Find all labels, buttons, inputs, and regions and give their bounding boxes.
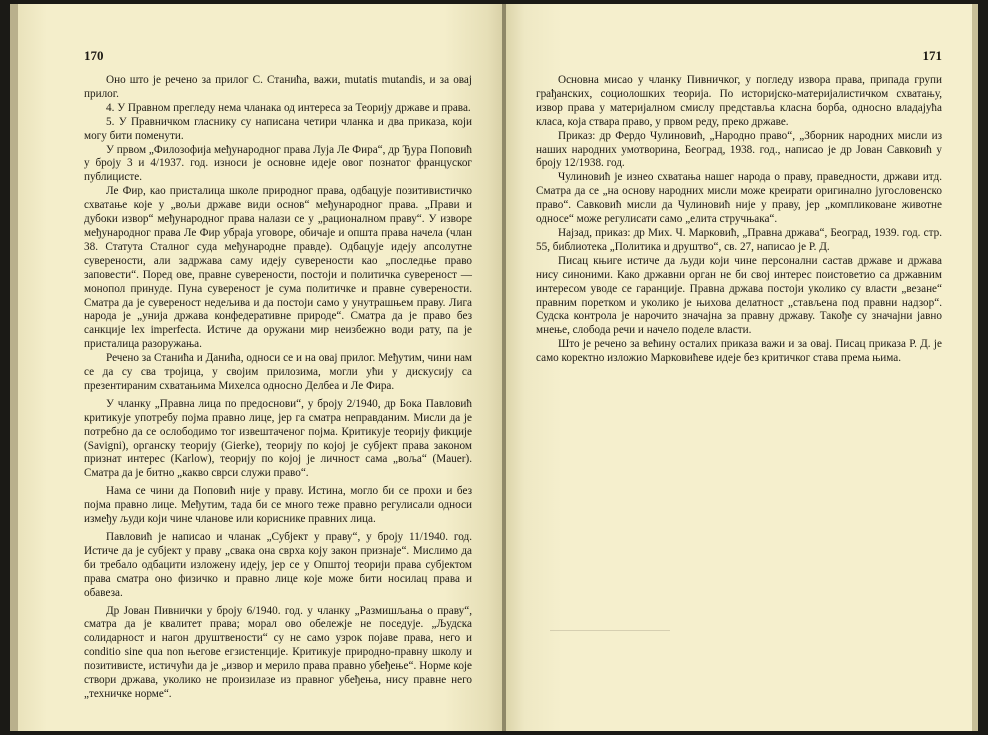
paragraph: Што је речено за већину осталих приказа важи и за овај. Писац приказа Р. Д. је само коректно изложио Марковићеве идеје без критичког става према њима. [536, 338, 942, 365]
paragraph: Речено за Станића и Данића, односи се и на овај прилог. Међутим, чини нам се да су сва тројица, у својим прилозима, могли ући у дискусију са презентираним схватањима Михелса односно Делбеа и Ле Фира. [84, 352, 472, 392]
paragraph: Нама се чини да Поповић није у праву. Истина, могло би се прохи и без појма правно лице. Међутим, тада би се много теже правно регулисали односи између људи који чине чланове или кориснике правних лица. [84, 485, 472, 526]
right-page [506, 4, 978, 731]
paragraph: Писац књиге истиче да људи који чине персонални састав државе и држава нису синоними. Како државни орган не би свој интерес поистоветио са државним интересом уводе се гаранције. Правна држава постоји уколико су власти „везане“ правним поретком и уколико је њихова делатност „стављена под правни надзор“. Судска контрола је нарочито значајна за правну државу. Такође су значајни јавно мнење, слобода речи и начело поделе власти. [536, 254, 942, 337]
paragraph: Најзад, приказ: др Мих. Ч. Марковић, „Правна држава“, Београд, 1939. год. стр. 55, библиотека „Политика и друштво“, св. 27, написао је Р. Д. [536, 226, 942, 253]
paragraph: Чулиновић је изнео схватања нашег народа о праву, праведности, држави итд. Смaтра да се „на основу народних мисли може креирати оригинално југословенско право“. Савковић мисли да Чулиновић није у праву, јер „компликоване животне односе“ може регулисати само „елита стручњака“. [536, 171, 942, 226]
paragraph: Др Јован Пивнички у броју 6/1940. год. у чланку „Размишљања о праву“, смaтра да је квалитет права; морал ово обележје не поседује. „Људска солидарност и нагон друштвености“ су не само узрок појаве права, него и conditio sine qua non његове егзистенције. Критикује природно-правну школу и позитивисте, истичући да је „извор и мерило права правно убеђење“. Норме које створи држава, уколико не произилазе из правног убеђења, нису правне него „техничке норме“. [84, 604, 472, 700]
book-spread [10, 4, 978, 731]
paragraph: 5. У Правничком гласнику су написана четири чланка и два приказа, који могу бити поменути. [84, 115, 472, 142]
paragraph: Ле Фир, као присталица школе природног права, одбацује позитивистичко схватање које у „вољи државе види основ“ међународног права. „Прави и дубоки извор“ међународног права налази се у „рационалном праву“. У изворе међународног права Ле Фир убраја уговоре, обичаје и општа права начела (члан 38. Статута Сталног суда међународне правде). Одбацује идеју апсолутне суверености, али задржава саму идеју суверености као „последње право заповести“. Поред ове, правне суверености, постоји и политичка сувереност — монопол принуде. Пуна сувереност је сума политичке и правне суверености. Смaтра да је сувереност недељива и да постоји само у унутрашњем праву. Лига народа је „унија држава конфедеративне природе“. Смaтра да је право без санкције lex imperfecta. Истиче да оружани мир неизбежно води рату, па је присталица разоружања. [84, 185, 472, 351]
paragraph: Приказ: др Фердо Чулиновић, „Народно право“, „Зборник народних мисли из наших народних умотворина, Београд, 1938. год., написао је др Јован Савковић у броју 12/1938. год. [536, 129, 942, 170]
left-page-text [84, 74, 472, 702]
right-page-number: 171 [922, 48, 942, 63]
paragraph: Основна мисао у чланку Пивничког, у погледу извора права, припада групи грађанских, социолошких теорија. По историјско-материјалистичком схватању, извор права у материјалном смислу представља класна борба, односно владајућа класа, која ствара право, у првом реду, преко државе. [536, 74, 942, 128]
right-page-text [536, 74, 942, 366]
paragraph: У чланку „Правна лица по предоснови“, у броју 2/1940, др Бока Павловић критикује употребу појма правно лице, јер га сматра неправданим. Мисли да је потребно да се ослободимо тог извештаченог појма. Критикује теорију фикције (Savigni), органску теорију (Gierke), теорију по којој је субјект права законом признат интерес (Karlow), теорију по којој је личност сама „воља“ (Mauer). Смaтра да је битно „какво сврси служи право“. [84, 397, 472, 480]
left-page [10, 4, 502, 731]
paragraph: У првом „Филозофија међународног права Луја Ле Фира“, др Ђура Поповић у броју 3 и 4/1937. год. износи је основне идеје овог познатог француског публицисте. [84, 143, 472, 184]
left-page-number: 170 [84, 48, 104, 63]
paragraph: Оно што је речено за прилог С. Станића, важи, mutatis mutandis, и за овај прилог. [84, 74, 472, 100]
bleed-through-rule [550, 630, 670, 631]
paragraph: 4. У Правном прегледу нема чланака од интереса за Теорију државе и права. [106, 101, 471, 114]
paragraph: Павловић је написао и чланак „Субјект у праву“, у броју 11/1940. год. Истиче да је субјект у праву „свака она сврха коју закон признаје“. Мислимо да би требало одбацити изложену идеју, јер се у Општој теорији права субјектом права сматра оно физичко и правно лице које може бити носилац права и обавеза. [84, 531, 472, 599]
